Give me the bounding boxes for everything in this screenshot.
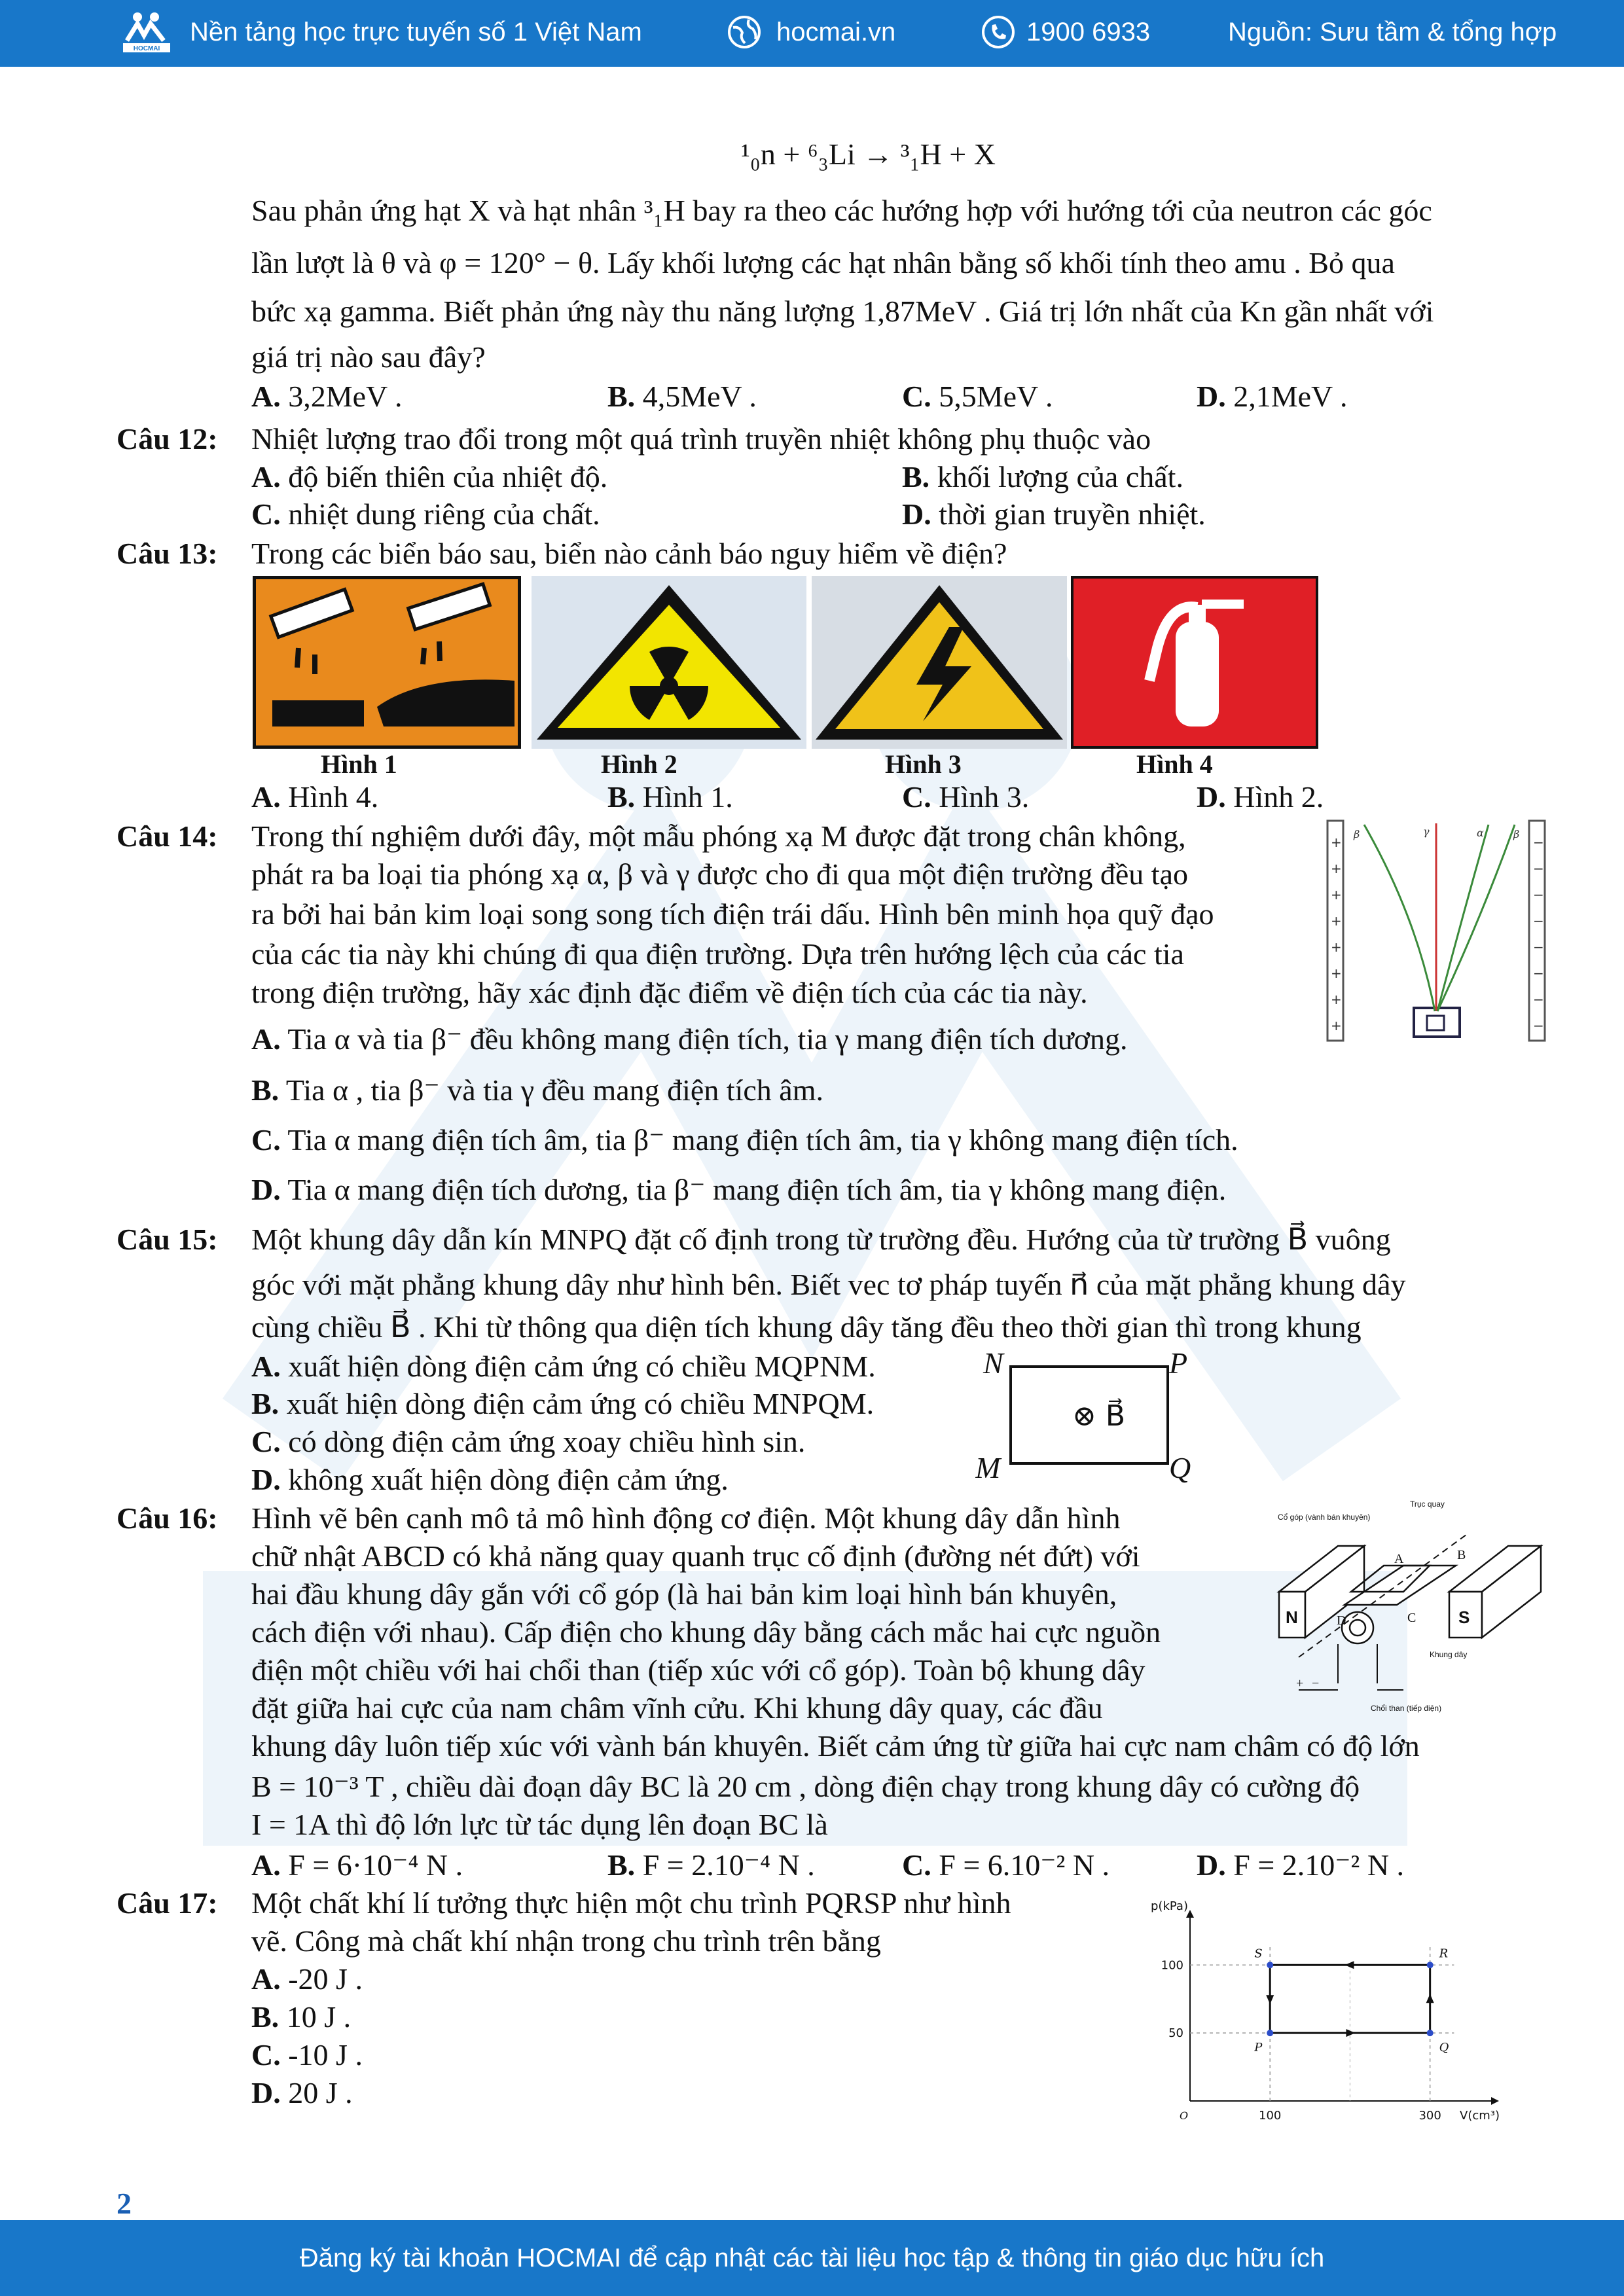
q17-line: Một chất khí lí tưởng thực hiện một chu trình PQRSP như hình <box>251 1886 1011 1920</box>
option-text: 5,5MeV . <box>939 380 1053 413</box>
option-label: D. <box>1197 380 1226 413</box>
q12-label: Câu 12: <box>117 422 218 456</box>
option-label: C. <box>902 780 931 814</box>
svg-text:α: α <box>1477 827 1484 839</box>
phone-link[interactable] <box>981 12 1150 52</box>
q12-option-b[interactable] <box>902 459 1183 495</box>
q13-option-d[interactable] <box>1197 779 1324 816</box>
q13-label: Câu 13: <box>117 537 218 570</box>
svg-text:P: P <box>1169 1347 1188 1380</box>
website-text: hocmai.vn <box>776 17 896 46</box>
option-label: D. <box>902 497 931 531</box>
svg-text:+: + <box>1331 834 1342 850</box>
q11-line: bức xạ gamma. Biết phản ứng này thu năng lượng 1,87MeV . Giá trị lớn nhất của Kn gần nhất với <box>251 295 1434 328</box>
option-label: B. <box>251 1387 280 1420</box>
option-text: F = 2.10⁻⁴ N . <box>642 1848 815 1882</box>
q15-option-d[interactable] <box>251 1462 729 1498</box>
option-text: Hình 1. <box>642 780 733 814</box>
q13-option-b[interactable] <box>607 779 733 816</box>
q14-label: Câu 14: <box>117 819 218 853</box>
svg-text:+: + <box>1331 1018 1342 1033</box>
phone-text: 1900 6933 <box>1026 17 1151 46</box>
radiation-deflection-figure <box>1325 818 1547 1045</box>
svg-text:⊗ B⃗: ⊗ B⃗ <box>1072 1399 1126 1433</box>
option-label: A. <box>251 780 281 814</box>
option-label: D. <box>251 1173 281 1206</box>
option-text: Hình 2. <box>1233 780 1324 814</box>
option-label: C. <box>902 380 931 413</box>
option-label: C. <box>902 1848 931 1882</box>
q17-option-c[interactable] <box>251 2037 363 2073</box>
svg-text:−: − <box>1533 939 1544 955</box>
option-label: A. <box>251 380 281 413</box>
svg-text:−: − <box>1533 887 1544 903</box>
q16-line: cách điện với nhau). Cấp điện cho khung dây bằng cách mắc hai cực nguồn <box>251 1615 1161 1649</box>
q16-line: I = 1A thì độ lớn lực từ tác dụng lên đoạn BC là <box>251 1808 828 1841</box>
state-label: S <box>1254 1946 1263 1961</box>
q15-label: Câu 15: <box>117 1223 218 1256</box>
q15-line: Một khung dây dẫn kín MNPQ đặt cố định trong từ trường đều. Hướng của từ trường B⃗ vuông <box>251 1223 1391 1256</box>
q16-option-b[interactable] <box>607 1847 815 1884</box>
chart-axes <box>1161 1910 1499 2123</box>
svg-text:γ: γ <box>1423 825 1430 838</box>
svg-text:N: N <box>983 1347 1003 1380</box>
svg-text:HOCMAI: HOCMAI <box>133 45 160 52</box>
cycle-arrow <box>1346 2029 1355 2037</box>
svg-text:+: + <box>1331 965 1342 981</box>
svg-text:+: + <box>1296 1676 1304 1691</box>
option-label: A. <box>251 1962 281 1996</box>
option-label: A. <box>251 1022 281 1056</box>
fire-extinguisher-sign-icon <box>1071 576 1318 749</box>
option-label: D. <box>251 1463 281 1496</box>
chart-gridlines <box>1190 1945 1454 2101</box>
svg-text:S: S <box>1458 1607 1470 1627</box>
sign-caption: Hình 1 <box>321 749 397 779</box>
radiation-sign-icon <box>532 576 806 749</box>
option-label: B. <box>251 1073 280 1107</box>
option-label: B. <box>607 780 636 814</box>
source-text: Nguồn: Sưu tầm & tổng hợp <box>1228 17 1557 46</box>
q11-equation: ¹₀n + ⁶₃Li → ³₁H + X <box>741 137 996 171</box>
svg-text:+: + <box>1331 861 1342 876</box>
q12-option-c[interactable] <box>251 496 600 533</box>
q14-option-c[interactable] <box>251 1122 1238 1158</box>
q14-option-a[interactable] <box>251 1021 1128 1058</box>
option-label: A. <box>251 460 281 493</box>
q16-line: đặt giữa hai cực của nam châm vĩnh cửu. Khi khung dây quay, các đầu <box>251 1691 1103 1725</box>
sign-caption: Hình 4 <box>1136 749 1213 779</box>
q11-line: giá trị nào sau đây? <box>251 340 486 374</box>
state-point <box>1267 1962 1273 1968</box>
q15-option-a[interactable] <box>251 1348 876 1385</box>
option-text: khối lượng của chất. <box>937 460 1183 493</box>
svg-text:−: − <box>1533 913 1544 929</box>
option-label: B. <box>902 460 930 493</box>
option-text: -20 J . <box>288 1962 363 1996</box>
q14-line: phát ra ba loại tia phóng xạ α, β và γ được cho đi qua một điện trường đều tạo <box>251 857 1188 891</box>
svg-text:C: C <box>1407 1611 1416 1625</box>
x-tick-label: 300 <box>1418 2109 1441 2123</box>
y-axis-label: p(kPa) <box>1151 1899 1188 1913</box>
footer-bar[interactable] <box>0 2220 1624 2296</box>
q15-line: góc với mặt phẳng khung dây như hình bên. Biết vec tơ pháp tuyến n⃗ của mặt phẳng khung dây <box>251 1268 1406 1301</box>
option-label: B. <box>251 2000 280 2034</box>
option-label: D. <box>1197 780 1226 814</box>
option-label: C. <box>251 1123 281 1157</box>
option-label: B. <box>607 380 636 413</box>
q16-line: B = 10⁻³ T , chiều dài đoạn dây BC là 20 cm , dòng điện chạy trong khung dây có cường độ <box>251 1770 1360 1803</box>
corrosive-sign-icon <box>253 576 521 749</box>
svg-text:M: M <box>975 1451 1001 1484</box>
option-label: A. <box>251 1350 281 1383</box>
x-axis-label: V(cm³) <box>1460 2109 1500 2123</box>
hocmai-logo-icon <box>118 9 177 55</box>
q13-text: Trong các biển báo sau, biển nào cảnh báo nguy hiểm về điện? <box>251 537 1007 570</box>
origin-label: O <box>1180 2109 1189 2122</box>
q16-option-d[interactable] <box>1197 1847 1404 1884</box>
cycle-arrow <box>1344 1961 1354 1969</box>
q16-line: khung dây luôn tiếp xúc với vành bán khuyên. Biết cảm ứng từ giữa hai cực nam châm có độ lớn <box>251 1729 1420 1763</box>
option-text: F = 6·10⁻⁴ N . <box>288 1848 463 1882</box>
svg-text:−: − <box>1533 1018 1544 1033</box>
svg-text:+: + <box>1331 992 1342 1007</box>
svg-text:β: β <box>1354 828 1360 840</box>
q12-option-d[interactable] <box>902 496 1206 533</box>
electric-hazard-sign-icon <box>812 576 1067 749</box>
option-text: Tia α và tia β⁻ đều không mang điện tích, tia γ mang điện tích dương. <box>287 1022 1128 1056</box>
option-label: C. <box>251 1425 281 1458</box>
state-label: R <box>1439 1946 1449 1961</box>
q15-line: cùng chiều B⃗ . Khi từ thông qua diện tích khung dây tăng đều theo thời gian thì trong khung <box>251 1310 1362 1344</box>
option-text: 4,5MeV . <box>642 380 757 413</box>
state-point <box>1267 2030 1273 2036</box>
phone-icon <box>981 14 1016 50</box>
q11-option-b[interactable] <box>607 378 757 415</box>
q12-text: Nhiệt lượng trao đổi trong một quá trình truyền nhiệt không phụ thuộc vào <box>251 422 1151 456</box>
option-text: xuất hiện dòng điện cảm ứng có chiều MNPQM. <box>286 1387 875 1420</box>
electric-motor-figure <box>1272 1494 1547 1716</box>
state-point <box>1427 1962 1434 1968</box>
option-text: xuất hiện dòng điện cảm ứng có chiều MQPNM. <box>288 1350 876 1383</box>
option-text: 3,2MeV . <box>288 380 403 413</box>
q16-line: điện một chiều với hai chổi than (tiếp xúc với cổ góp). Toàn bộ khung dây <box>251 1653 1146 1687</box>
q16-option-c[interactable] <box>902 1847 1110 1884</box>
svg-text:−: − <box>1533 861 1544 876</box>
option-text: Hình 3. <box>939 780 1030 814</box>
y-tick-label: 50 <box>1168 2026 1183 2041</box>
svg-text:β: β <box>1513 828 1520 840</box>
q17-label: Câu 17: <box>117 1886 218 1920</box>
svg-text:A: A <box>1394 1552 1404 1566</box>
q14-line: Trong thí nghiệm dưới đây, một mẫu phóng xạ M được đặt trong chân không, <box>251 819 1186 853</box>
globe-icon <box>727 14 762 50</box>
option-text: F = 2.10⁻² N . <box>1233 1848 1405 1882</box>
option-text: độ biến thiên của nhiệt độ. <box>288 460 608 493</box>
q13-option-c[interactable] <box>902 779 1029 816</box>
option-label: D. <box>1197 1848 1226 1882</box>
y-tick-label: 100 <box>1161 1958 1183 1973</box>
option-label: C. <box>251 497 281 531</box>
svg-text:−: − <box>1533 965 1544 981</box>
svg-text:Q: Q <box>1169 1451 1191 1484</box>
option-text: thời gian truyền nhiệt. <box>939 497 1206 531</box>
svg-text:+: + <box>1331 939 1342 955</box>
svg-text:Trục quay: Trục quay <box>1410 1499 1445 1509</box>
svg-text:Chổi than (tiếp điện): Chổi than (tiếp điện) <box>1371 1704 1442 1713</box>
q15-option-b[interactable] <box>251 1386 874 1422</box>
header-bar <box>0 0 1624 67</box>
option-text: -10 J . <box>288 2038 363 2072</box>
svg-text:+: + <box>1331 913 1342 929</box>
option-label: C. <box>251 2038 281 2072</box>
q13-option-a[interactable] <box>251 779 378 816</box>
svg-text:−: − <box>1533 992 1544 1007</box>
option-text: Tia α mang điện tích âm, tia β⁻ mang điện tích âm, tia γ không mang điện tích. <box>287 1123 1238 1157</box>
option-text: F = 6.10⁻² N . <box>939 1848 1110 1882</box>
svg-text:B: B <box>1457 1548 1466 1562</box>
q11-line: lần lượt là θ và φ = 120° − θ. Lấy khối lượng các hạt nhân bằng số khối tính theo amu . Bỏ qua <box>251 246 1395 279</box>
q16-line: hai đầu khung dây gắn với cổ góp (là hai bản kim loại hình bán khuyên, <box>251 1577 1117 1611</box>
option-text: 20 J . <box>288 2076 353 2109</box>
q12-option-a[interactable] <box>251 459 607 495</box>
footer-text: Đăng ký tài khoản HOCMAI để cập nhật các tài liệu học tập & thông tin giáo dục hữu ích <box>299 2243 1325 2272</box>
mnpq-frame-figure <box>975 1347 1211 1491</box>
option-text: có dòng điện cảm ứng xoay chiều hình sin. <box>288 1425 806 1458</box>
q17-option-a[interactable] <box>251 1961 363 1998</box>
option-text: Tia α mang điện tích dương, tia β⁻ mang điện tích âm, tia γ không mang điện. <box>287 1173 1227 1206</box>
q16-line: chữ nhật ABCD có khả năng quay quanh trục cố định (đường nét đứt) với <box>251 1539 1140 1573</box>
q14-line: ra bởi hai bản kim loại song song tích điện trái dấu. Hình bên minh họa quỹ đạo <box>251 897 1214 931</box>
q14-line: trong điện trường, hãy xác định đặc điểm về điện tích của các tia này. <box>251 976 1088 1009</box>
option-text: 2,1MeV . <box>1233 380 1348 413</box>
q16-line: Hình vẽ bên cạnh mô tả mô hình động cơ điện. Một khung dây dẫn hình <box>251 1501 1121 1535</box>
option-text: nhiệt dung riêng của chất. <box>288 497 600 531</box>
q16-option-a[interactable] <box>251 1847 463 1884</box>
q14-option-d[interactable] <box>251 1172 1226 1208</box>
q17-option-b[interactable] <box>251 1999 351 2036</box>
svg-text:−: − <box>1312 1676 1320 1691</box>
x-axis-arrow <box>1491 2097 1499 2105</box>
option-label: A. <box>251 1848 281 1882</box>
option-label: D. <box>251 2076 281 2109</box>
q11-line: Sau phản ứng hạt X và hạt nhân ³₁H bay ra theo các hướng hợp với hướng tới của neutron các góc <box>251 194 1432 227</box>
option-text: 10 J . <box>286 2000 352 2034</box>
q17-option-d[interactable] <box>251 2075 353 2111</box>
q15-option-c[interactable] <box>251 1424 805 1460</box>
state-label: P <box>1254 2041 1263 2055</box>
cycle-arrow <box>1426 1994 1434 2003</box>
cycle-arrow <box>1266 1995 1274 2004</box>
q16-label: Câu 16: <box>117 1501 218 1535</box>
state-point <box>1427 2030 1434 2036</box>
page-number: 2 <box>117 2187 132 2220</box>
svg-text:+: + <box>1331 887 1342 903</box>
sign-caption: Hình 2 <box>601 749 677 779</box>
q14-line: của các tia này khi chúng đi qua điện trường. Dựa trên hướng lệch của các tia <box>251 937 1184 971</box>
q17-line: vẽ. Công mà chất khí nhận trong chu trình trên bằng <box>251 1924 881 1958</box>
pv-cycle-chart <box>1139 1892 1532 2134</box>
svg-text:Cổ góp (vành bán khuyên): Cổ góp (vành bán khuyên) <box>1278 1513 1371 1522</box>
q11-option-d[interactable] <box>1197 378 1347 415</box>
svg-text:Khung dây: Khung dây <box>1430 1650 1468 1659</box>
option-text: Tia α , tia β⁻ và tia γ đều mang điện tích âm. <box>285 1073 824 1107</box>
q14-option-b[interactable] <box>251 1072 823 1109</box>
option-text: Hình 4. <box>288 780 379 814</box>
logo[interactable] <box>118 12 177 52</box>
state-label: Q <box>1439 2041 1449 2055</box>
option-label: B. <box>607 1848 636 1882</box>
website-link[interactable] <box>727 12 895 52</box>
svg-text:D: D <box>1337 1613 1346 1628</box>
sign-caption: Hình 3 <box>885 749 962 779</box>
brand-text: Nền tảng học trực tuyến số 1 Việt Nam <box>190 17 642 46</box>
q11-option-a[interactable] <box>251 378 402 415</box>
q11-option-c[interactable] <box>902 378 1053 415</box>
svg-text:−: − <box>1533 834 1544 850</box>
option-text: không xuất hiện dòng điện cảm ứng. <box>288 1463 729 1496</box>
chart-marks <box>1254 1946 1449 2054</box>
x-tick-label: 100 <box>1259 2109 1282 2123</box>
svg-text:N: N <box>1286 1607 1298 1627</box>
